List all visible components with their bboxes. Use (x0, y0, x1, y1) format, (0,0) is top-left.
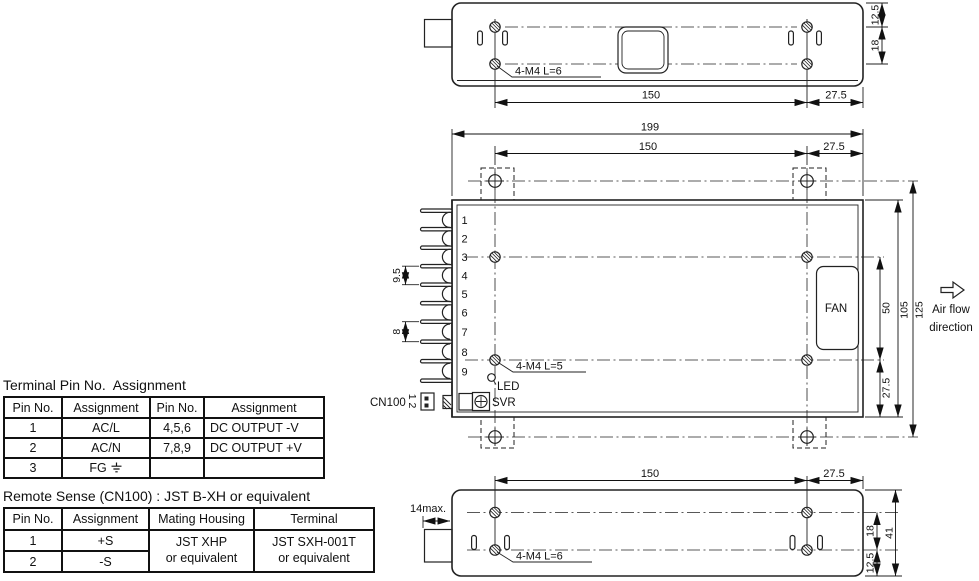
mating-housing-line-1: JST XHP (175, 535, 228, 550)
remote-sense-table-title: Remote Sense (CN100) : JST B-XH or equivalent (3, 488, 311, 504)
cell-pin: 3 (4, 458, 62, 478)
cell-assignment: +S (62, 530, 149, 551)
dim-27-5-main: 27.5 (823, 141, 845, 153)
bottom-view-case-outline (452, 490, 863, 576)
air-flow-arrow-icon (941, 282, 964, 298)
top-view-screw-callout (497, 66, 601, 78)
bottom-screw-note: 4-M4 L=6 (516, 550, 563, 563)
col-assignment-1: Assignment (62, 397, 150, 418)
mounting-brackets (481, 168, 826, 448)
pin-1: 1 (461, 215, 468, 227)
terminal-pin-table (3, 396, 325, 479)
pin-6: 6 (461, 307, 468, 320)
cell-assignment: AC/L (62, 418, 150, 438)
led-label: LED (497, 381, 520, 393)
cell-pin: 1 (4, 530, 62, 551)
top-view-terminal-protrusion (425, 20, 453, 48)
terminal-line-2: or equivalent (278, 551, 350, 565)
cell-assignment (204, 458, 324, 478)
dim-50: 50 (880, 302, 893, 314)
main-view (370, 122, 973, 449)
pin-3: 3 (461, 252, 468, 264)
cell-assignment: AC/N (62, 438, 150, 458)
led-indicator (488, 374, 520, 393)
top-view (425, 3, 889, 108)
pin-4: 4 (461, 270, 468, 283)
terminal-line-1: JST SXH-001T (272, 535, 356, 550)
main-view-right-dimensions (865, 181, 926, 437)
pin-9: 9 (461, 366, 468, 379)
cell-pin: 7,8,9 (150, 438, 204, 458)
dim-8: 8 (391, 328, 403, 335)
cn100-pin-numbers: 1 2 (406, 393, 418, 409)
bottom-view-centerlines (467, 476, 898, 553)
table-row (4, 530, 374, 551)
col-pin-no-1: Pin No. (4, 397, 62, 418)
cell-assignment: DC OUTPUT +V (204, 438, 324, 458)
bottom-view-slots (472, 536, 823, 550)
svr-label: SVR (492, 397, 516, 409)
pin-7: 7 (461, 327, 468, 339)
pin-2: 2 (461, 233, 468, 246)
cell-assignment: DC OUTPUT -V (204, 418, 324, 438)
top-view-fan-cutout (618, 27, 668, 73)
main-view-mounting-holes (490, 252, 812, 365)
dim-18-bottom: 18 (864, 525, 877, 537)
air-flow-label-2: direction (929, 322, 973, 334)
dim-27-5-bottom: 27.5 (823, 468, 845, 480)
col-pin-no-2: Pin No. (150, 397, 204, 418)
table-header-row (4, 508, 374, 530)
terminal-pin-numbers (462, 215, 468, 379)
cell-assignment: -S (62, 551, 149, 572)
fan (817, 267, 859, 350)
air-flow-annotation (929, 282, 972, 334)
bottom-view-mounting-holes (490, 507, 812, 555)
bottom-view-right-dimensions (865, 490, 903, 576)
pin-8: 8 (461, 347, 468, 359)
dim-12-5-top: 12.5 (869, 4, 882, 26)
table-header-row (4, 397, 324, 418)
fg-label: FG (89, 461, 107, 475)
bottom-view-terminal-protrusion (425, 530, 453, 563)
dim-150-top: 150 (641, 89, 661, 102)
dim-18-top: 18 (869, 39, 882, 52)
dim-27-5-top: 27.5 (825, 89, 847, 102)
table-row (4, 438, 324, 458)
terminal-block (421, 200, 453, 417)
earth-ground-icon (110, 461, 123, 474)
svr-potentiometer (443, 393, 516, 411)
col-mating-housing: Mating Housing (149, 508, 254, 530)
table-row (4, 418, 324, 438)
col-assignment: Assignment (62, 508, 149, 530)
remote-sense-table (3, 507, 375, 573)
cell-pin: 4,5,6 (150, 418, 204, 438)
col-terminal: Terminal (254, 508, 374, 530)
dim-199: 199 (640, 121, 660, 134)
main-screw-note: 4-M4 L=5 (516, 360, 563, 373)
air-flow-label-1: Air flow (932, 304, 970, 316)
bottom-view (410, 468, 902, 576)
terminal-table-title: Terminal Pin No. Assignment (3, 377, 186, 393)
dim-9-5: 9.5 (391, 268, 403, 283)
main-screw-callout (499, 361, 586, 373)
cell-pin (150, 458, 204, 478)
dim-105: 105 (898, 301, 911, 319)
dim-150-bottom: 150 (640, 468, 660, 480)
col-pin-no: Pin No. (4, 508, 62, 530)
dim-14max: 14max. (410, 503, 447, 515)
protrusion-dimension (410, 503, 450, 528)
cn100-label: CN100 (370, 397, 406, 409)
cell-pin: 2 (4, 551, 62, 572)
bottom-screw-callout (497, 551, 592, 563)
bottom-view-top-dimensions (495, 468, 863, 481)
col-assignment-2: Assignment (204, 397, 324, 418)
cell-assignment-fg (62, 458, 150, 478)
pin-5: 5 (461, 289, 468, 301)
cell-terminal (254, 530, 374, 572)
dim-27-5-right: 27.5 (880, 377, 893, 399)
table-row (4, 458, 324, 478)
cell-mating-housing (149, 530, 254, 572)
cell-pin: 1 (4, 418, 62, 438)
dim-41: 41 (883, 527, 896, 539)
cn100-connector (370, 393, 434, 410)
mating-housing-line-2: or equivalent (165, 551, 238, 565)
dim-125: 125 (913, 301, 926, 319)
dim-12-5-bottom: 12.5 (864, 552, 877, 574)
pin-pitch-dimensions (391, 266, 419, 342)
fan-label: FAN (824, 303, 848, 315)
top-view-dimensions (495, 3, 888, 103)
cell-pin: 2 (4, 438, 62, 458)
dim-150-main: 150 (638, 141, 658, 153)
top-screw-note: 4-M4 L=6 (515, 65, 562, 78)
